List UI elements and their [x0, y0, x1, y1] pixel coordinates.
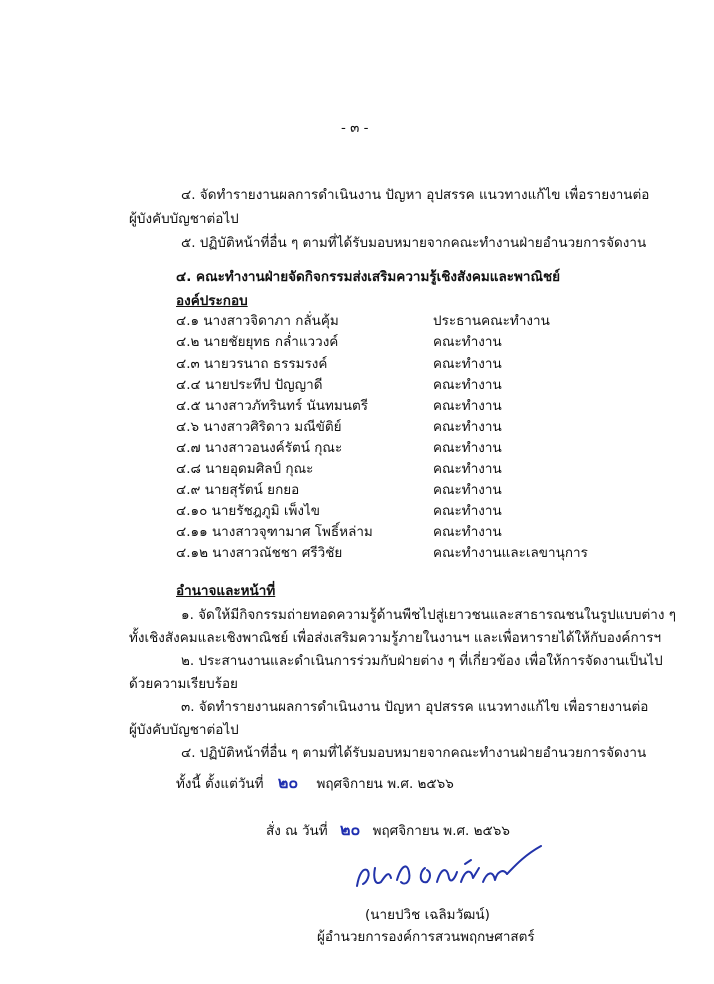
effective-prefix: ทั้งนี้ ตั้งแต่วันที่: [176, 776, 264, 792]
effective-suffix: พฤศจิกายน พ.ศ. ๒๕๖๖: [316, 776, 454, 792]
member-name: ๔.๒ นายชัยยุทธ กล่ำแววงค์: [176, 334, 339, 350]
order-day: ๒๐: [339, 820, 361, 839]
effective-day: ๒๐: [277, 773, 299, 792]
member-name: ๔.๑ นางสาวจิดาภา กลั่นคุ้ม: [176, 313, 339, 329]
member-role: คณะทำงานและเลขานุการ: [433, 545, 588, 561]
order-prefix: สั่ง ณ วันที่: [266, 823, 328, 839]
signer-name: (นายปวิช เฉลิมวัฒน์): [365, 907, 490, 923]
handwritten-signature: [345, 838, 545, 898]
member-role: ประธานคณะทำงาน: [433, 313, 550, 329]
continuation-item-4-line-1: ๔. จัดทำรายงานผลการดำเนินงาน ปัญหา อุปสรรค แนวทางแก้ไข เพื่อรายงานต่อ: [181, 187, 650, 203]
member-role: คณะทำงาน: [433, 503, 502, 519]
duties-heading: อำนาจและหน้าที่: [176, 583, 276, 599]
member-name: ๔.๖ นางสาวศิริดาว มณีขัติย์: [176, 419, 342, 435]
effective-date-line: [176, 771, 454, 796]
duty-4: ๔. ปฏิบัติหน้าที่อื่น ๆ ตามที่ได้รับมอบหมายจากคณะทำงานฝ่ายอำนวยการจัดงาน: [181, 745, 647, 761]
duty-3-line-2: ผู้บังคับบัญชาต่อไป: [129, 722, 239, 738]
signer-title: ผู้อำนวยการองค์การสวนพฤกษศาสตร์: [317, 929, 535, 945]
member-role: คณะทำงาน: [433, 334, 502, 350]
member-role: คณะทำงาน: [433, 377, 502, 393]
member-name: ๔.๑๑ นางสาวจุฑามาศ โพธิ์หล่าม: [176, 524, 373, 540]
continuation-item-4-line-2: ผู้บังคับบัญชาต่อไป: [129, 211, 239, 227]
duty-1-line-1: ๑. จัดให้มีกิจกรรมถ่ายทอดความรู้ด้านพืชไปสู่เยาวชนและสาธารณชนในรูปแบบต่าง ๆ: [181, 607, 676, 623]
continuation-item-5: ๕. ปฏิบัติหน้าที่อื่น ๆ ตามที่ได้รับมอบหมายจากคณะทำงานฝ่ายอำนวยการจัดงาน: [181, 235, 647, 251]
member-name: ๔.๗ นางสาวอนงค์รัตน์ กุณะ: [176, 440, 343, 456]
member-role: คณะทำงาน: [433, 482, 502, 498]
duty-1-line-2: ทั้งเชิงสังคมและเชิงพาณิชย์ เพื่อส่งเสริมความรู้ภายในงานฯ และเพื่อหารายได้ให้กับองค์การฯ: [129, 630, 662, 646]
member-role: คณะทำงาน: [433, 398, 502, 414]
member-role: คณะทำงาน: [433, 419, 502, 435]
duty-3-line-1: ๓. จัดทำรายงานผลการดำเนินงาน ปัญหา อุปสรรค แนวทางแก้ไข เพื่อรายงานต่อ: [181, 699, 649, 715]
order-suffix: พฤศจิกายน พ.ศ. ๒๕๖๖: [372, 823, 510, 839]
member-role: คณะทำงาน: [433, 524, 502, 540]
member-name: ๔.๕ นางสาวภัทรินทร์ นันทมนตรี: [176, 398, 369, 414]
duty-2-line-2: ด้วยความเรียบร้อย: [129, 676, 238, 692]
member-name: ๔.๑๐ นายรัชฎภูมิ เพ็งไข: [176, 503, 321, 519]
page-number: - ๓ -: [341, 120, 369, 136]
member-role: คณะทำงาน: [433, 356, 502, 372]
member-name: ๔.๙ นายสุรัตน์ ยกยอ: [176, 482, 300, 498]
section-title: ๔. คณะทำงานฝ่ายจัดกิจกรรมส่งเสริมความรู้เชิงสังคมและพาณิชย์: [176, 269, 561, 285]
member-role: คณะทำงาน: [433, 440, 502, 456]
member-name: ๔.๓ นายวรนาถ ธรรมรงค์: [176, 356, 328, 372]
member-name: ๔.๔ นายประทีป ปัญญาดี: [176, 377, 323, 393]
member-name: ๔.๑๒ นางสาวณัชชา ศรีวิชัย: [176, 545, 343, 561]
composition-heading: องค์ประกอบ: [176, 293, 248, 309]
member-role: คณะทำงาน: [433, 461, 502, 477]
duty-2-line-1: ๒. ประสานงานและดำเนินการร่วมกับฝ่ายต่าง ๆ ที่เกี่ยวข้อง เพื่อให้การจัดงานเป็นไป: [181, 653, 663, 669]
member-name: ๔.๘ นายอุดมศิลป์ กุณะ: [176, 461, 314, 477]
